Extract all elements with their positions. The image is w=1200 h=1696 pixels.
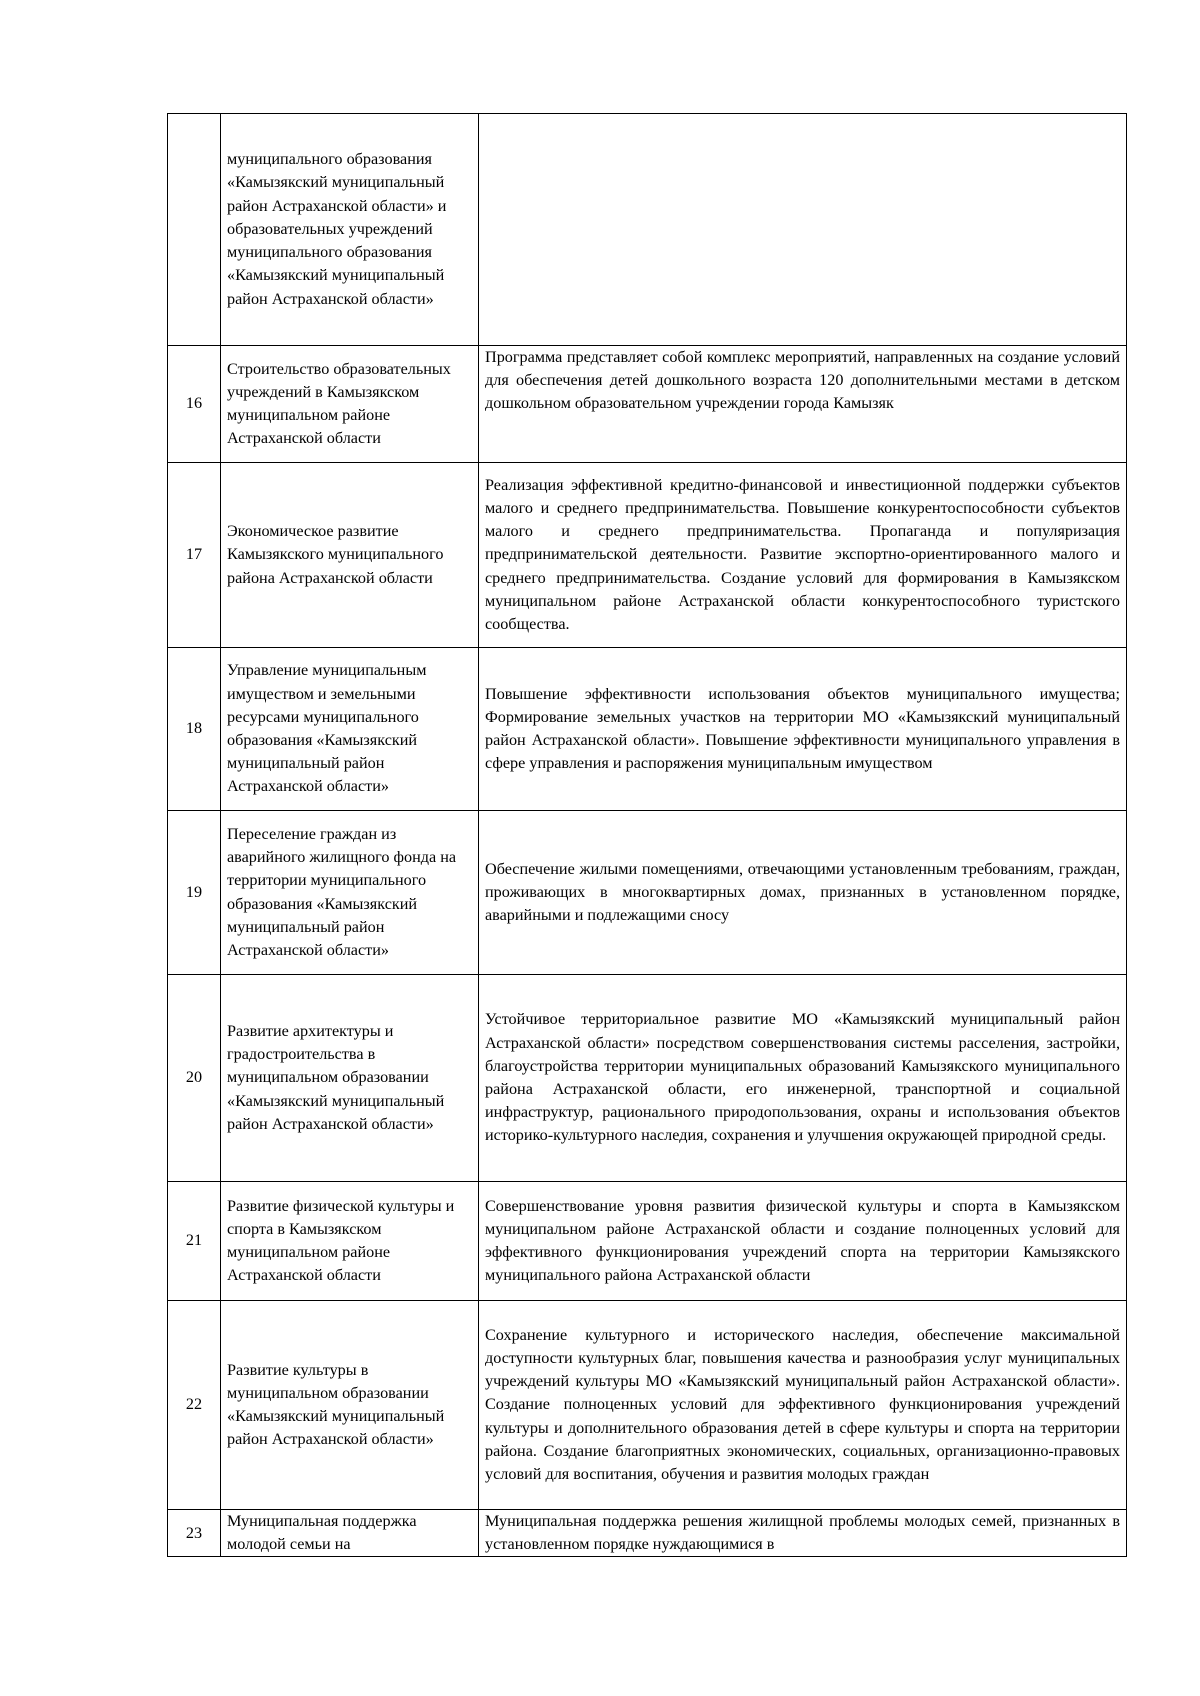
row-number: 23 [168, 1510, 221, 1557]
program-name: Управление муниципальным имуществом и земельными ресурсами муниципального образования «Камызякский муниципальный район Астраханской области» [221, 648, 479, 811]
program-description [479, 114, 1127, 346]
table-row [168, 1510, 1127, 1557]
program-description: Устойчивое территориальное развитие МО «Камызякский муниципальный район Астраханской области» посредством совершенствования системы расселения, застройки, благоустройства территории муниципальных образований Камызякского муниципального района Астраханской области, его инженерной, транспортной и социальной инфраструктур, рационального природопользования, охраны и использования объектов историко-культурного наследия, сохранения и улучшения окружающей природной среды. [479, 975, 1127, 1182]
row-number [168, 114, 221, 346]
program-description: Совершенствование уровня развития физической культуры и спорта в Камызякском муниципальном районе Астраханской области и создание полноценных условий для эффективного функционирования учреждений спорта на территории Камызякского муниципального района Астраханской области [479, 1182, 1127, 1301]
program-description: Сохранение культурного и исторического наследия, обеспечение максимальной доступности культурных благ, повышения качества и разнообразия услуг муниципальных учреждений культуры МО «Камызякский муниципальный район Астраханской области». Создание полноценных условий для эффективного функционирования учреждений культуры и дополнительного образования детей в сфере культуры и спорта на территории района. Создание благоприятных экономических, социальных, организационно-правовых условий для воспитания, обучения и развития молодых граждан [479, 1301, 1127, 1510]
row-number: 17 [168, 463, 221, 648]
program-description: Реализация эффективной кредитно-финансовой и инвестиционной поддержки субъектов малого и среднего предпринимательства. Повышение конкурентоспособности субъектов малого и среднего предпринимательства. Пропаганда и популяризация предпринимательской деятельности. Развитие экспортно-ориентированного малого и среднего предпринимательства. Создание условий для формирования в Камызякском муниципальном районе Астраханской области конкурентоспособного туристского сообщества. [479, 463, 1127, 648]
program-name: Переселение граждан из аварийного жилищного фонда на территории муниципального образования «Камызякский муниципальный район Астраханской области» [221, 811, 479, 975]
program-name: Муниципальная поддержка молодой семьи на [221, 1510, 479, 1557]
program-name: Экономическое развитие Камызякского муниципального района Астраханской области [221, 463, 479, 648]
row-number: 16 [168, 346, 221, 463]
program-description: Обеспечение жилыми помещениями, отвечающими установленным требованиям, граждан, проживающих в многоквартирных домах, признанных в установленном порядке, аварийными и подлежащими сносу [479, 811, 1127, 975]
table-row [168, 975, 1127, 1182]
program-name: Развитие архитектуры и градостроительства в муниципальном образовании «Камызякский муниципальный район Астраханской области» [221, 975, 479, 1182]
row-number: 22 [168, 1301, 221, 1510]
table-row [168, 1182, 1127, 1301]
row-number: 21 [168, 1182, 221, 1301]
program-name: Развитие культуры в муниципальном образовании «Камызякский муниципальный район Астраханской области» [221, 1301, 479, 1510]
table-row [168, 346, 1127, 463]
row-number: 20 [168, 975, 221, 1182]
table-row [168, 114, 1127, 346]
table-row [168, 648, 1127, 811]
row-number: 19 [168, 811, 221, 975]
program-name: муниципального образования «Камызякский муниципальный район Астраханской области» и образовательных учреждений муниципального образования «Камызякский муниципальный район Астраханской области» [221, 114, 479, 346]
program-name: Строительство образовательных учреждений в Камызякском муниципальном районе Астраханской области [221, 346, 479, 463]
program-description: Муниципальная поддержка решения жилищной проблемы молодых семей, признанных в установленном порядке нуждающимися в [479, 1510, 1127, 1557]
program-description: Программа представляет собой комплекс мероприятий, направленных на создание условий для обеспечения детей дошкольного возраста 120 дополнительными местами в детском дошкольном образовательном учреждении города Камызяк [479, 346, 1127, 463]
table-row [168, 811, 1127, 975]
program-name: Развитие физической культуры и спорта в Камызякском муниципальном районе Астраханской области [221, 1182, 479, 1301]
table-row [168, 463, 1127, 648]
row-number: 18 [168, 648, 221, 811]
programs-table [167, 113, 1127, 1557]
table-row [168, 1301, 1127, 1510]
program-description: Повышение эффективности использования объектов муниципального имущества; Формирование земельных участков на территории МО «Камызякский муниципальный район Астраханской области». Повышение эффективности муниципального управления в сфере управления и распоряжения муниципальным имуществом [479, 648, 1127, 811]
